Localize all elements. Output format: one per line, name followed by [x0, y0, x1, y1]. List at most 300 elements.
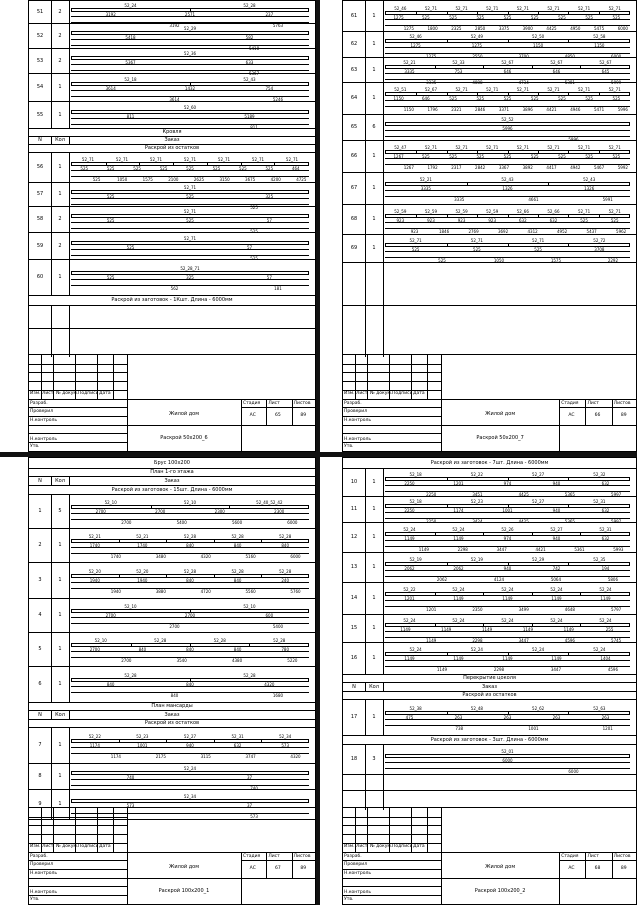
- cumulative-label: 5064: [550, 576, 562, 582]
- piece-label: 52_71: [516, 145, 529, 151]
- title-block-right-line: [127, 878, 315, 879]
- dimension-label: 940: [186, 742, 194, 748]
- cut-row: [343, 614, 636, 643]
- cumulative-label: 4088: [472, 80, 483, 85]
- title-block-sign-label: Утв.: [344, 897, 354, 902]
- row-quantity: 2: [51, 48, 70, 73]
- title-block-header-label: Лист: [356, 391, 368, 396]
- piece-label: 52_21: [403, 60, 416, 65]
- dimension-label: 1267: [393, 154, 404, 160]
- cumulative-line: [71, 519, 309, 520]
- piece-divider: [568, 215, 569, 217]
- piece-divider: [538, 151, 539, 153]
- dimension-label: 525: [186, 193, 194, 199]
- cumulative-label: 4942: [570, 165, 581, 171]
- piece-label: 52_23: [470, 499, 483, 505]
- title-block-sign-label: Проверил: [30, 409, 54, 414]
- piece-label: 52_71: [532, 237, 545, 243]
- dimension-label: 525: [106, 274, 115, 280]
- dimension-label: 525: [612, 96, 621, 102]
- piece-label: 52_22: [403, 587, 416, 593]
- cumulative-label: 3700: [518, 54, 529, 60]
- piece-divider: [508, 12, 509, 14]
- cumulative-label: 4312: [527, 228, 538, 234]
- piece-divider: [483, 66, 484, 68]
- piece-divider: [477, 215, 478, 217]
- dimension-line: [71, 118, 309, 119]
- cumulative-label: 3451: [472, 491, 483, 497]
- piece-label: 52_28: [279, 568, 292, 574]
- dimension-line: [71, 39, 309, 40]
- row-number: 60: [29, 259, 52, 295]
- cumulative-label: 840: [170, 692, 179, 698]
- cumulative-label: 5367: [248, 71, 260, 76]
- row-quantity: 5: [51, 494, 70, 528]
- piece-label: 52_24: [403, 617, 416, 623]
- sheet-s2: [342, 457, 637, 905]
- stamp-sheet-name: Раскрой 50х200_6: [160, 435, 208, 441]
- row-quantity: 1: [51, 666, 70, 702]
- dimension-label: 646: [552, 69, 561, 74]
- stamp-col-header: Лист: [268, 854, 280, 859]
- cumulative-label: 1050: [493, 257, 505, 263]
- piece-label: 52_71: [455, 87, 468, 93]
- section-header: Раскрой из заготовок - 3шт. Длина - 6000мм: [343, 735, 636, 745]
- cumulative-line: [71, 204, 309, 205]
- cumulative-label: 3892: [522, 165, 533, 171]
- piece-label: 52_31: [593, 499, 606, 505]
- title-block-row-line: [343, 878, 441, 879]
- dimension-label: 263: [552, 714, 561, 720]
- stamp-sheet-name: Раскрой 100х200_2: [474, 888, 526, 894]
- stamp-col-header: Стадия: [561, 401, 579, 406]
- piece-divider: [119, 740, 120, 742]
- cumulative-label: 3675: [245, 176, 256, 182]
- dimension-label: 740: [126, 775, 135, 781]
- dimension-label: 5996: [502, 126, 513, 132]
- dimension-label: 840: [186, 646, 194, 652]
- cumulative-line: [385, 606, 630, 607]
- title-block-row-line: [29, 425, 127, 426]
- title-block-row-line: [343, 886, 441, 887]
- dimension-label: 2250: [404, 480, 415, 486]
- piece-label: 52_20: [136, 568, 149, 574]
- piece-label: 52_24: [599, 617, 612, 623]
- piece-divider: [508, 40, 509, 42]
- dimension-label: 525: [530, 14, 539, 20]
- cumulative-label: 3880: [155, 588, 166, 594]
- piece-divider: [568, 244, 569, 246]
- title-block-row-line: [29, 433, 127, 434]
- piece-label: 52_71: [455, 145, 468, 151]
- dimension-label: 742: [552, 565, 561, 571]
- row-number: 14: [343, 582, 366, 614]
- piece-label: 52_29: [183, 26, 197, 31]
- piece-divider: [241, 163, 242, 165]
- row-quantity: 3: [365, 744, 384, 774]
- cumulative-label: 5400: [176, 519, 187, 525]
- piece-label: 52_71: [608, 208, 621, 214]
- title-block-header-label: Изм.: [30, 844, 41, 849]
- stock-bar: [71, 241, 309, 245]
- title-block-sign-label: Н.контроль: [344, 890, 371, 895]
- dimension-label: 632: [549, 217, 558, 223]
- piece-divider: [274, 163, 275, 165]
- piece-label: 52_71: [608, 87, 621, 93]
- section-header: Раскрой из заготовок - 7шт. Длина - 6000мм: [343, 458, 636, 469]
- piece-label: 52_71: [183, 209, 197, 215]
- dimension-label: 525: [585, 14, 593, 20]
- dimension-label: 1001: [137, 742, 148, 748]
- row-number: 10: [343, 468, 366, 496]
- piece-label: 52_24: [452, 587, 465, 593]
- row-quantity: 2: [51, 23, 70, 48]
- stamp-sheet-name: Раскрой 50х200_7: [476, 435, 524, 441]
- dimension-label: 263: [503, 714, 512, 720]
- piece-label: 52_28: [231, 568, 244, 574]
- piece-divider: [568, 478, 569, 480]
- row-quantity: 1: [51, 598, 70, 632]
- cumulative-line: [385, 257, 630, 258]
- cumulative-label: 3900: [522, 25, 533, 31]
- piece-divider: [131, 644, 132, 646]
- cumulative-label: 5600: [231, 519, 243, 525]
- title-block-header-label: Изм.: [344, 391, 355, 396]
- piece-label: 52_28: [183, 533, 197, 539]
- cut-diagram: [71, 763, 309, 792]
- cut-row: [29, 598, 315, 633]
- cumulative-label: 1050: [117, 176, 128, 182]
- piece-label: 52_24: [501, 617, 514, 623]
- piece-label: 52_71: [285, 156, 299, 162]
- title-block-sign-label: Разраб.: [344, 854, 362, 859]
- cut-diagram: [71, 48, 309, 76]
- piece-divider: [447, 40, 448, 42]
- cumulative-label: 6000: [611, 54, 622, 60]
- dimension-label: 840: [186, 577, 194, 583]
- piece-label: 52_26: [501, 526, 514, 532]
- dimension-label: 600: [265, 612, 274, 618]
- title-block-header-label: Подпись: [78, 844, 99, 849]
- piece-divider: [508, 215, 509, 217]
- row-number: 16: [343, 642, 366, 674]
- row-number: 18: [343, 744, 366, 774]
- piece-divider: [508, 244, 509, 246]
- piece-label: 52_71: [217, 156, 231, 162]
- piece-label: 52_10: [104, 499, 117, 505]
- cumulative-label: 2298: [493, 667, 505, 673]
- piece-divider: [599, 12, 600, 14]
- row-number: 5: [29, 632, 52, 666]
- dimension-label: 1149: [481, 626, 493, 632]
- cumulative-line: [385, 666, 630, 667]
- piece-divider: [447, 12, 448, 14]
- piece-label: 52_24: [183, 766, 197, 772]
- dimension-label: 840: [233, 646, 242, 652]
- dimension-label: 464: [291, 165, 300, 171]
- cut-row: [29, 73, 315, 102]
- title-block-sign-label: Проверил: [30, 862, 54, 867]
- piece-label: 52_18: [409, 499, 422, 505]
- cut-diagram: [71, 73, 309, 101]
- dimension-label: 754: [265, 85, 274, 91]
- cumulative-label: 1740: [110, 553, 121, 559]
- row-quantity: 1: [365, 699, 384, 735]
- title-block-col-line: [113, 808, 114, 852]
- cut-diagram: [385, 642, 630, 674]
- cumulative-label: 4734: [518, 80, 529, 85]
- title-block-sign-label: Н.контроль: [30, 437, 57, 442]
- cumulative-label: 4380: [231, 657, 243, 663]
- section-header: Перекрытие цоколя: [343, 674, 636, 683]
- row-number: 56: [29, 152, 52, 182]
- piece-label: 52_28: [243, 3, 256, 9]
- dimension-line: [385, 251, 630, 252]
- piece-label: 52_48: [470, 705, 483, 711]
- title-block-header-label: Лист: [42, 844, 54, 849]
- section-header: Кровля: [29, 128, 315, 137]
- piece-divider: [538, 93, 539, 95]
- dimension-label: 1174: [89, 742, 100, 748]
- piece-label: 52_71: [577, 87, 591, 93]
- cumulative-label: 5418: [248, 46, 260, 51]
- stamp-col-value: 65: [275, 413, 281, 418]
- piece-label: 52_27: [550, 526, 563, 532]
- title-block-sign-label: Н.контроль: [30, 418, 57, 423]
- title-block-stage-col: [612, 399, 613, 425]
- piece-label: 52_50: [532, 34, 545, 40]
- blank-grid-line: [343, 790, 636, 791]
- cumulative-label: 5991: [602, 197, 613, 203]
- piece-label: 52_24: [452, 617, 465, 623]
- dimension-label: 633: [245, 60, 254, 65]
- stock-bar: [385, 243, 630, 247]
- cumulative-label: 5806: [607, 576, 618, 582]
- dimension-label: 923: [488, 217, 497, 223]
- cut-diagram: [385, 496, 630, 525]
- title-block-col-line: [427, 355, 428, 399]
- dimension-line: [71, 64, 309, 65]
- dimension-label: 525: [585, 96, 593, 102]
- cumulative-label: 5471: [593, 107, 605, 113]
- cut-row: [343, 642, 636, 675]
- cumulative-label: 5996: [617, 107, 628, 113]
- piece-label: 52_71: [183, 156, 197, 162]
- piece-divider: [229, 506, 230, 508]
- row-quantity: 1: [51, 632, 70, 666]
- row-quantity: 2: [51, 232, 70, 259]
- dimension-label: 1001: [502, 508, 513, 514]
- row-number: 55: [29, 101, 52, 128]
- piece-label: 52_46: [394, 5, 407, 11]
- piece-divider: [173, 163, 174, 165]
- piece-divider: [416, 93, 417, 95]
- stamp-col-header: Стадия: [243, 854, 261, 859]
- cumulative-label: 3424: [472, 519, 483, 525]
- section-header: Брус 100х200: [29, 458, 315, 469]
- piece-divider: [599, 93, 600, 95]
- title-block-right-line: [441, 878, 636, 879]
- piece-divider: [447, 712, 448, 714]
- row-quantity: 1: [51, 73, 70, 101]
- cut-diagram: [71, 232, 309, 259]
- title-block-header-label: № докум.: [370, 844, 393, 849]
- col-header-qty: Кол: [365, 682, 384, 691]
- piece-label: 52_60: [183, 104, 197, 110]
- cumulative-label: 181: [274, 285, 282, 291]
- cumulative-label: 3115: [200, 753, 211, 759]
- stamp-col-header: Листов: [293, 854, 311, 859]
- piece-label: 52_46: [409, 34, 422, 40]
- blank-grid-vline: [383, 262, 384, 357]
- dimension-label: 1275: [471, 43, 482, 49]
- cumulative-line: [385, 725, 630, 726]
- dimension-label: 1149: [522, 626, 533, 632]
- title-block-header-label: Подпись: [392, 391, 413, 396]
- piece-label: 52_71: [470, 237, 483, 243]
- dimension-label: 37: [246, 802, 253, 808]
- dimension-label: 632: [601, 480, 610, 486]
- stock-bar: [385, 214, 630, 218]
- piece-label: 52_32: [593, 471, 606, 477]
- cumulative-label: 2846: [475, 107, 486, 113]
- cumulative-label: 2250: [426, 491, 437, 497]
- row-number: 66: [343, 140, 366, 172]
- dimension-label: 940: [552, 508, 561, 514]
- cumulative-label: 3540: [176, 657, 187, 663]
- row-number: 9: [29, 789, 52, 819]
- cumulative-label: 1201: [426, 607, 437, 613]
- cumulative-label: 2298: [472, 637, 483, 643]
- cumulative-label: 5246: [272, 96, 284, 102]
- stamp-col-header: Листов: [293, 401, 311, 406]
- piece-divider: [261, 540, 262, 542]
- piece-label: 52_71: [424, 5, 438, 11]
- piece-divider: [447, 93, 448, 95]
- piece-divider: [580, 624, 581, 626]
- cumulative-label: 2292: [607, 257, 618, 263]
- cumulative-label: 3480: [155, 553, 166, 559]
- dimension-label: 645: [601, 69, 610, 74]
- title-block-sign-label: Н.контроль: [30, 890, 57, 895]
- row-quantity: 1: [51, 259, 70, 295]
- piece-label: 52_71: [547, 87, 560, 93]
- dimension-label: 840: [106, 681, 115, 687]
- piece-divider: [447, 215, 448, 217]
- row-quantity: 1: [51, 152, 70, 182]
- piece-label: 52_59: [455, 208, 468, 214]
- dimension-label: 3708: [594, 246, 605, 252]
- dimension-label: 525: [80, 165, 89, 171]
- title-block-header-label: Подпись: [392, 844, 413, 849]
- title-block-stage-col: [266, 852, 267, 878]
- row-number: 11: [343, 496, 366, 522]
- cumulative-label: 3335: [454, 197, 465, 203]
- dimension-label: 632: [518, 217, 527, 223]
- cumulative-label: 4648: [564, 607, 575, 613]
- piece-divider: [447, 505, 448, 507]
- cut-row: [29, 259, 315, 296]
- piece-label: 52_71: [486, 5, 499, 11]
- row-number: 51: [29, 1, 52, 23]
- dimension-label: 525: [530, 154, 539, 160]
- cumulative-label: 4661: [528, 197, 539, 203]
- cumulative-label: 1150: [403, 107, 414, 113]
- cumulative-label: 2298: [457, 546, 468, 552]
- dimension-line: [71, 779, 309, 780]
- piece-divider: [119, 575, 120, 577]
- cumulative-label: 562: [170, 285, 179, 291]
- cut-diagram: [385, 582, 630, 614]
- row-number: 68: [343, 204, 366, 234]
- cumulative-label: 5992: [617, 165, 628, 171]
- piece-label: 52_38: [409, 705, 422, 711]
- cut-diagram: [71, 101, 309, 128]
- cumulative-label: 3614: [169, 96, 180, 102]
- piece-divider: [568, 93, 569, 95]
- piece-divider: [568, 40, 569, 42]
- dimension-label: 525: [612, 154, 621, 160]
- cut-diagram: [71, 182, 309, 210]
- title-block-header-label: Изм.: [344, 844, 355, 849]
- dimension-line: [385, 631, 630, 632]
- row-number: 17: [343, 699, 366, 735]
- dimension-label: 840: [281, 542, 290, 548]
- dimension-line: [385, 47, 630, 48]
- cut-diagram: [385, 552, 630, 582]
- title-block-right-line: [127, 425, 315, 426]
- cumulative-line: [385, 491, 630, 492]
- piece-label: 52_71: [183, 235, 197, 241]
- cumulative-line: [385, 79, 630, 80]
- dimension-label: 1149: [551, 656, 562, 662]
- stamp-col-header: Лист: [268, 401, 280, 406]
- title-block-col-line: [427, 808, 428, 852]
- dimension-label: 632: [233, 742, 242, 748]
- piece-label: 52_24: [599, 587, 612, 593]
- row-quantity: 1: [365, 204, 384, 234]
- piece-divider: [568, 712, 569, 714]
- dimension-label: 37: [246, 775, 253, 781]
- piece-label: 52_27: [183, 733, 197, 739]
- dimension-label: 573: [126, 802, 135, 808]
- piece-label: 52_10: [243, 603, 256, 609]
- piece-label: 52_24: [550, 617, 563, 623]
- dimension-label: 2062: [453, 565, 464, 571]
- piece-label: 52_22: [470, 471, 483, 477]
- dimension-label: 2062: [404, 565, 415, 571]
- piece-label: 52_24: [124, 3, 137, 9]
- cut-row: [343, 204, 636, 235]
- cumulative-line: [385, 136, 630, 137]
- title-block-sign-label: Н.контроль: [30, 871, 57, 876]
- dimension-label: 1149: [441, 626, 452, 632]
- title-block-row-line: [343, 425, 441, 426]
- piece-divider: [508, 653, 509, 655]
- piece-label: 52_24: [550, 587, 563, 593]
- stamp-title: Жилой дом: [485, 864, 516, 870]
- dimension-label: 525: [558, 96, 566, 102]
- cumulative-label: 5365: [564, 491, 575, 497]
- piece-label: 52_71: [486, 87, 499, 93]
- cumulative-line: [71, 785, 309, 786]
- row-number: 63: [343, 57, 366, 82]
- row-number: 57: [29, 182, 52, 206]
- cumulative-label: 1575: [142, 176, 153, 182]
- cumulative-label: 3371: [498, 107, 510, 113]
- row-quantity: 1: [365, 496, 384, 522]
- piece-label: 52_28: [273, 637, 286, 643]
